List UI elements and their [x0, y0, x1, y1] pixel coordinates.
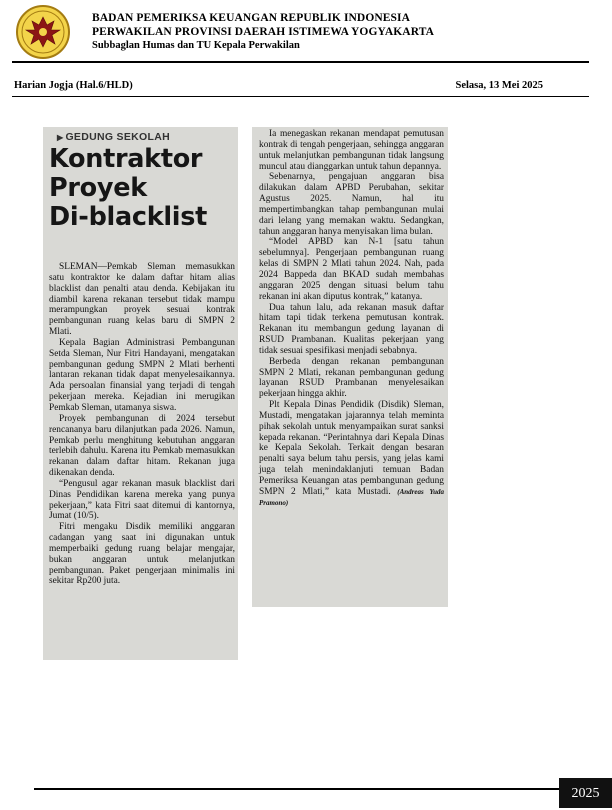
bpk-logo-icon [14, 4, 72, 60]
article-headline [49, 145, 235, 232]
article-kicker [57, 131, 170, 143]
article-paragraph: “Pengusul agar rekanan masuk blacklist dari Dinas Pendidikan karena mereka yang punya pekerjaan,” kata Fitri saat ditemui di kantornya, Jumat (10/5). [49, 478, 235, 522]
org-name-line3: Subbaglan Humas dan TU Kepala Perwakilan [92, 40, 300, 51]
article-paragraph: “Model APBD kan N-1 [satu tahun sebelumnya]. Pengerjaan pembangunan ruang kelas di SMPN 2 Mlati tahun 2024. Nah, pada 2024 Bappeda dan BKAD sudah membahas anggaran 2025 dengan situasi belum tahu rekanan ini akan diputus kontrak,” katanya. [259, 237, 444, 302]
article-paragraph: Berbeda dengan rekanan pembangunan SMPN 2 Mlati, rekanan pembangunan gedung layanan RSUD Prambanan menyelesaikan pekerjaan hingga akhir. [259, 356, 444, 400]
footer-year-badge: 2025 [559, 778, 612, 808]
article-author: (Andreas Yuda Pramono) [259, 487, 444, 507]
article-paragraph: Dua tahun lalu, ada rekanan masuk daftar hitam tapi tidak terkena pemutusan kontrak. Rekanan itu membangun gedung layanan di RSUD Prambanan. Kualitas pekerjaan yang tidak sesuai spesifikasi menjadi sebabnya. [259, 302, 444, 356]
article-paragraph: Fitri mengaku Disdik memiliki anggaran cadangan yang saat ini digunakan untuk memperbaiki gedung ruang belajar mengajar, bukan anggaran untuk melanjutkan pembangunan. Paket pengerjaan minimalis ini sekitar Rp200 juta. [49, 522, 235, 587]
article-paragraph: Sebenarnya, pengajuan anggaran bisa dilakukan dalam APBD Perubahan, sekitar Agustus 2025. Namun, hal itu mempertimbangkan tahap pembangunan mulai dari lelang yang memakan waktu. Sedangkan, tahun anggaran hanya menyisakan lima bulan. [259, 172, 444, 237]
article-paragraph: Kepala Bagian Administrasi Pembangunan Setda Sleman, Nur Fitri Handayani, mengatakan pembangunan gedung SMPN 2 Mlati berhenti lantaran rekanan tidak dapat menyelesaikannya. Ada persoalan finansial yang terjadi di tengah pekerjaan mereka. Kejadian ini merugikan Pemkab Sleman, utamanya siswa. [49, 337, 235, 413]
publication-date: Selasa, 13 Mei 2025 [455, 80, 543, 91]
news-clipping-right [252, 127, 448, 607]
newspaper-source: Harian Jogja (Hal.6/HLD) [14, 80, 133, 91]
article-paragraph: SLEMAN—Pemkab Sleman memasukkan satu kontraktor ke dalam daftar hitam alias blacklist dan penalti atau denda. Kebijakan itu diambil karena rekanan tersebut tidak mampu merampungkan proyek sesuai kontrak pembangunan ruang kelas baru di SMPN 2 Mlati. [49, 262, 235, 338]
article-column-1 [49, 262, 235, 587]
article-paragraph [259, 400, 444, 508]
news-clipping-left [43, 127, 238, 660]
headline-line: Kontraktor [49, 144, 203, 174]
headline-line: Proyek [49, 173, 147, 203]
triangle-icon: ▶ [57, 133, 64, 142]
org-name-line1: BADAN PEMERIKSA KEUANGAN REPUBLIK INDONESIA [92, 12, 411, 24]
kicker-text: GEDUNG SEKOLAH [65, 131, 170, 143]
meta-divider [12, 96, 589, 97]
footer-divider [34, 788, 559, 790]
article-paragraph: Proyek pembangunan di 2024 tersebut rencananya baru dilanjutkan pada 2026. Namun, Pemkab perlu menghitung kebutuhan anggaran terlebih dahulu. Karena itu Pemkab memasukkan rekanan dalam daftar hitam. Rekanan juga dikenakan denda. [49, 413, 235, 479]
paragraph-text: Plt Kepala Dinas Pendidik (Disdik) Sleman, Mustadi, mengatakan jajarannya telah meminta pihak sekolah untuk menyampaikan surat sanksi kepada rekanan. “Perintahnya dari Kepala Dinas ke Kepala Sekolah. Terkait dengan besaran penalti saya belum tahu persis, yang jelas kami juga telah menindaklanjuti temuan Badan Pemeriksa Keuangan atas pembangunan gedung SMPN 2 Mlati,” kata Mustadi. [259, 400, 444, 497]
page-header [10, 4, 600, 60]
header-divider [12, 61, 589, 63]
org-name-line2: PERWAKILAN PROVINSI DAERAH ISTIMEWA YOGYAKARTA [92, 26, 435, 38]
article-paragraph: Ia menegaskan rekanan mendapat pemutusan kontrak di tengah pengerjaan, sehingga anggaran untuk melanjutkan pembangunan tidak langsung muncul atau dianggarkan untuk tahun depannya. [259, 129, 444, 172]
article-column-2 [259, 129, 444, 509]
headline-line: Di-blacklist [49, 202, 208, 232]
